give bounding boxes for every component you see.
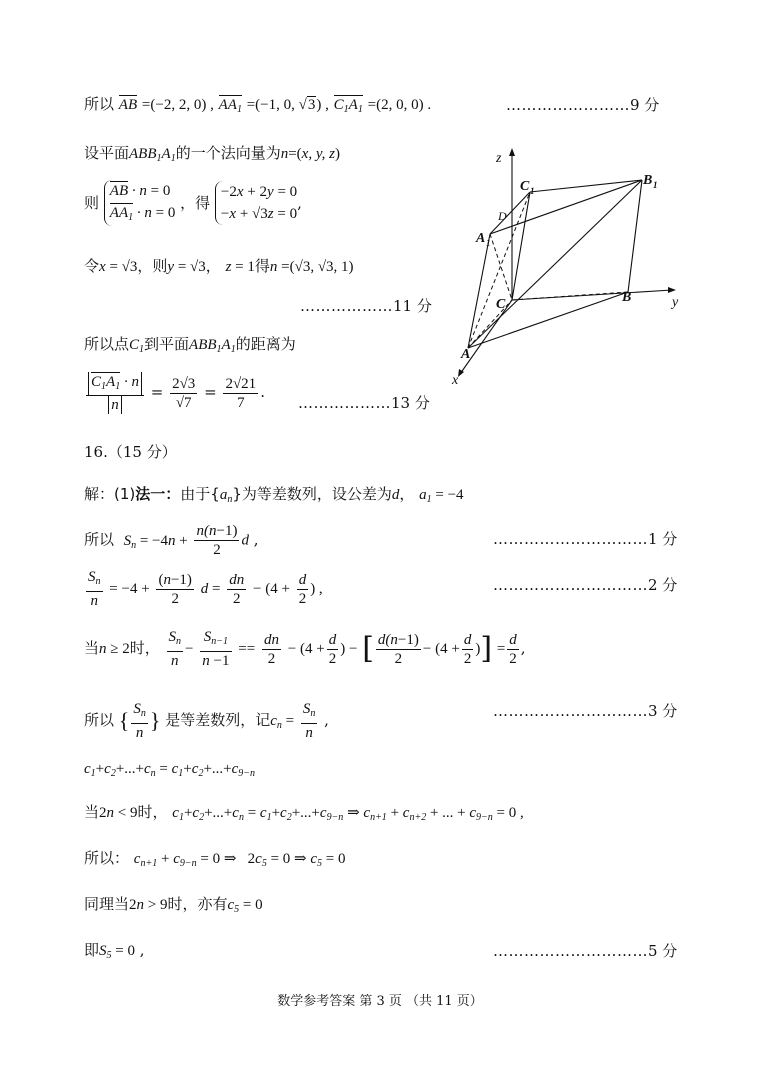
line-cn-def: 所以 { $\frac{S_n}{n}$ } 是等差数列，记$c_n$ = $\frac{S_n}{n}$ , xyxy=(84,701,329,741)
score-2: …………………………2 分 xyxy=(493,576,678,594)
score-3: …………………………3 分 xyxy=(493,702,678,720)
line-sn: 所以 $S_n = -4n$ + $\frac{n(n-1)}{2}$ d , xyxy=(84,523,259,558)
text-prefix: 所以 xyxy=(84,95,115,113)
geometry-figure xyxy=(440,148,690,398)
label-x: x xyxy=(452,373,459,388)
label-B1: B xyxy=(643,173,653,188)
line-system: 则 AB · n = 0 $AA_1 \cdot n = 0$ ，得 −2x + 2y = 0 −x + √3z = 0 , xyxy=(84,180,302,226)
edge-BB1 xyxy=(628,180,642,292)
label-A: A xyxy=(461,347,471,362)
score-13: ………………13 分 xyxy=(298,394,430,412)
label-B1-sub: 1 xyxy=(653,180,658,190)
label-B: B xyxy=(622,290,632,305)
system-left: AB · n = 0 $AA_1 \cdot n = 0$ xyxy=(104,180,176,226)
line-sn-over-n: $\frac{S_n}{n}$ = −4 + $\frac{(n-1)}{2}$ d = $\frac{dn}{2}$ − (4 + $\frac{d}{2}$ ) , xyxy=(88,569,323,609)
label-C1-sub: 1 xyxy=(530,186,535,196)
vector-AB: AB xyxy=(118,97,138,113)
label-A1: A xyxy=(476,231,486,246)
line-let-x: 令x = √3，则y = √3， z = 1得n =(√3, √3, 1) xyxy=(84,257,354,275)
line-distance: 所以点$C_1$到平面$ABB_1A_1$的距离为 xyxy=(84,335,296,355)
question-16: 16.（15 分） xyxy=(84,443,177,461)
system-right: −2x + 2y = 0 −x + √3z = 0 xyxy=(215,181,297,225)
label-C: C xyxy=(496,297,506,312)
edge-AB1 xyxy=(468,180,642,348)
dashed-CB xyxy=(512,292,628,300)
score-5: …………………………5 分 xyxy=(493,942,678,960)
vector-AA1: $AA_1$ xyxy=(219,97,242,113)
line-distance-formula: $\frac{C_1A_1 \cdot n}{n}$ = $\frac{2√3}{√7}$ = $\frac{2√21}{7}$ . xyxy=(84,372,265,414)
label-C1: C xyxy=(520,179,530,194)
line-normal-vector: 设平面$ABB_1A_1$的一个法向量为n=(x, y, z) xyxy=(84,144,340,164)
line-s5: 即$S_5 = 0$ , xyxy=(84,941,145,961)
y-axis-arrow xyxy=(668,287,676,293)
line-similarly: 同理当2n > 9时，亦有$c_5 = 0$ xyxy=(84,895,263,915)
line-solution: 解：(1)法一：由于$\{a_n\}$为等差数列，设公差为d， $a_1 = -4$ xyxy=(84,485,464,505)
edge-A1A xyxy=(468,234,490,348)
label-D: D xyxy=(498,209,507,223)
edge-AB xyxy=(468,292,628,348)
line-vectors: 所以 AB =(−2, 2, 0) , $AA_1 =(-1$, 0, √3) , $C_1A_1 =(2$, 0, 0) . xyxy=(84,94,431,118)
label-z: z xyxy=(496,151,502,166)
score-11: ………………11 分 xyxy=(300,297,432,315)
page-footer: 数学参考答案 第 3 页 （共 11 页） xyxy=(277,994,483,1009)
line-sum-eq: $c_1+c_2+...+c_n = c_1+c_2+...+c_{9-n}$ xyxy=(84,761,256,779)
z-axis-arrow xyxy=(509,148,515,156)
line-n-ge-2: 当n ≥ 2时， $\frac{S_n}{n}$ − $\frac{S_{n-1}}{n -1}$ == $\frac{dn}{2}$ − (4 + $\frac{d}{2}$ ) − [ $\frac{d(n-1)}{2}$ − (4 + $\frac{d}{2}$ )] = $\frac{d}{2}$ , xyxy=(84,629,526,669)
line-c5-zero: 所以： $c_{n+1} + c_{9-n} = 0$ ⇒ $2c_5 = 0$ ⇒ $c_5 = 0$ xyxy=(84,849,346,869)
label-y: y xyxy=(672,295,679,310)
line-2n-lt-9: 当2n < 9时， $c_1+c_2+...+c_n = c_1+c_2+...+c_{9-n}$ ⇒ $c_{n+1} + c_{n+2}$ + ... + $c_{9-n} = 0$ , xyxy=(84,803,524,823)
score-9: ……………………9 分 xyxy=(506,96,660,114)
score-label: 9 分 xyxy=(630,96,660,114)
vector-C1A1: $C_1A_1$ xyxy=(334,97,363,113)
label-A1-sub: 1 xyxy=(486,238,491,248)
dashed-A1C xyxy=(490,234,512,300)
score-1: …………………………1 分 xyxy=(493,530,678,548)
